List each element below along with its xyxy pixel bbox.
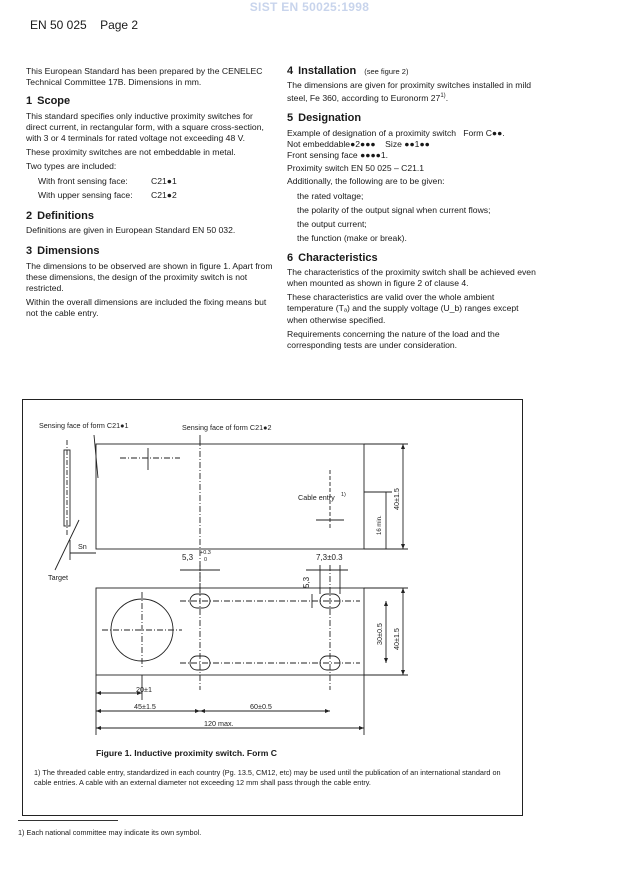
page-footnote: 1) Each national committee may indicate its own symbol. bbox=[18, 828, 202, 837]
designation-item: the function (make or break). bbox=[297, 233, 407, 244]
dim-30-text: 30±0.5 bbox=[375, 623, 384, 645]
label-front-face: Sensing face of form C21●1 bbox=[39, 421, 129, 430]
section-1-heading: 1 Scope bbox=[26, 95, 71, 108]
dim-16-text: 16 min. bbox=[377, 515, 383, 535]
designation-item: the rated voltage; bbox=[297, 190, 364, 201]
footnote-divider bbox=[18, 820, 118, 821]
section-3-heading: 3 Dimensions bbox=[26, 245, 100, 258]
designation-embeddable: Not embeddable●2●●● Size ●●1●● bbox=[287, 138, 430, 149]
section-2-heading: 2 Definitions bbox=[26, 210, 94, 223]
label-sn: Sn bbox=[78, 542, 87, 551]
figure-caption: Figure 1. Inductive proximity switch. Form C bbox=[96, 748, 277, 758]
page-number: Page 2 bbox=[100, 18, 139, 32]
characteristics-text-2: These characteristics are valid over the whole ambient temperature (Tₐ) and the supply voltage (U_b) ranges except when otherwise specified. bbox=[287, 292, 519, 325]
dim-53-tol2: 0 bbox=[204, 557, 208, 563]
section-5-heading: 5 Designation bbox=[287, 112, 362, 125]
dim-40b-text: 40±1.5 bbox=[392, 628, 401, 650]
cable-footnote-ref: 1) bbox=[341, 492, 346, 498]
dim-73-text: 7,3±0.3 bbox=[316, 553, 343, 562]
label-target: Target bbox=[48, 573, 68, 582]
designation-item: the output current; bbox=[297, 219, 367, 230]
installation-text: The dimensions are given for proximity switches installed in mild steel, Fe 360, according to Euronorm 27$^{1)}$. bbox=[287, 80, 532, 104]
characteristics-text-3: Requirements concerning the nature of the load and the corresponding tests are under consideration. bbox=[287, 328, 500, 350]
dim-20-text: 20±1 bbox=[136, 685, 152, 694]
designation-front: Front sensing face ●●●●1. bbox=[287, 150, 389, 161]
label-cable-entry: Cable entry bbox=[298, 493, 335, 502]
section-4-heading: 4 Installation (see figure 2) bbox=[287, 65, 409, 77]
scope-text: This standard specifies only inductive proximity switches for direct current, in rectangular form, with a square cross-section, with 3 or 4 terminals for rated voltage not exceeding 48 V. bbox=[26, 110, 264, 144]
intro-text: This European Standard has been prepared by the CENELEC Technical Committee 17B. Dimensions in mm. bbox=[26, 66, 263, 88]
doc-number: EN 50 025 bbox=[30, 18, 87, 32]
dim-40a-text: 40±1.5 bbox=[392, 488, 401, 510]
definitions-text: Definitions are given in European Standard EN 50 032. bbox=[26, 225, 236, 236]
dimensions-text: The dimensions to be observed are shown in figure 1. Apart from these dimensions, the design of the proximity switch is not restricted. bbox=[26, 260, 273, 294]
dim-53-tol: +0.3 bbox=[200, 550, 211, 556]
dimensions-text-2: Within the overall dimensions are included the fixing means but not the cable entry. bbox=[26, 297, 267, 319]
dim-53v-text: 5,3 bbox=[302, 576, 311, 588]
dim-53-text: 5,3 bbox=[182, 553, 194, 562]
label-upper-face: Sensing face of form C21●2 bbox=[182, 423, 272, 432]
designation-example: Example of designation of a proximity switch Form C●●. bbox=[287, 127, 505, 138]
figure-footnote: 1) The threaded cable entry, standardized in each country (Pg. 13.5, CM12, etc) may be used until the publication of an international standard on cable entries. A cable with an external diameter not exceeding 12 mm shall pass through the cable entry. bbox=[34, 768, 501, 787]
designation-additional: Additionally, the following are to be given: bbox=[287, 176, 445, 187]
dim-120-text: 120 max. bbox=[204, 719, 234, 728]
characteristics-text: The characteristics of the proximity switch shall be achieved even when mounted as shown in figure 2 of clause 4. bbox=[287, 266, 536, 288]
scope-types-text: Two types are included: bbox=[26, 161, 117, 172]
dim-60-text: 60±0.5 bbox=[250, 702, 272, 711]
watermark: SIST EN 50025:1998 bbox=[249, 0, 370, 14]
dim-45-text: 45±1.5 bbox=[134, 702, 156, 711]
type-upper: With upper sensing face: C21●2 bbox=[38, 189, 177, 200]
scope-embed-text: These proximity switches are not embeddable in metal. bbox=[26, 147, 236, 158]
designation-code: Proximity switch EN 50 025 – C21.1 bbox=[287, 163, 425, 174]
type-front: With front sensing face: C21●1 bbox=[38, 175, 177, 186]
designation-item: the polarity of the output signal when current flows; bbox=[297, 204, 491, 215]
section-6-heading: 6 Characteristics bbox=[287, 251, 378, 264]
